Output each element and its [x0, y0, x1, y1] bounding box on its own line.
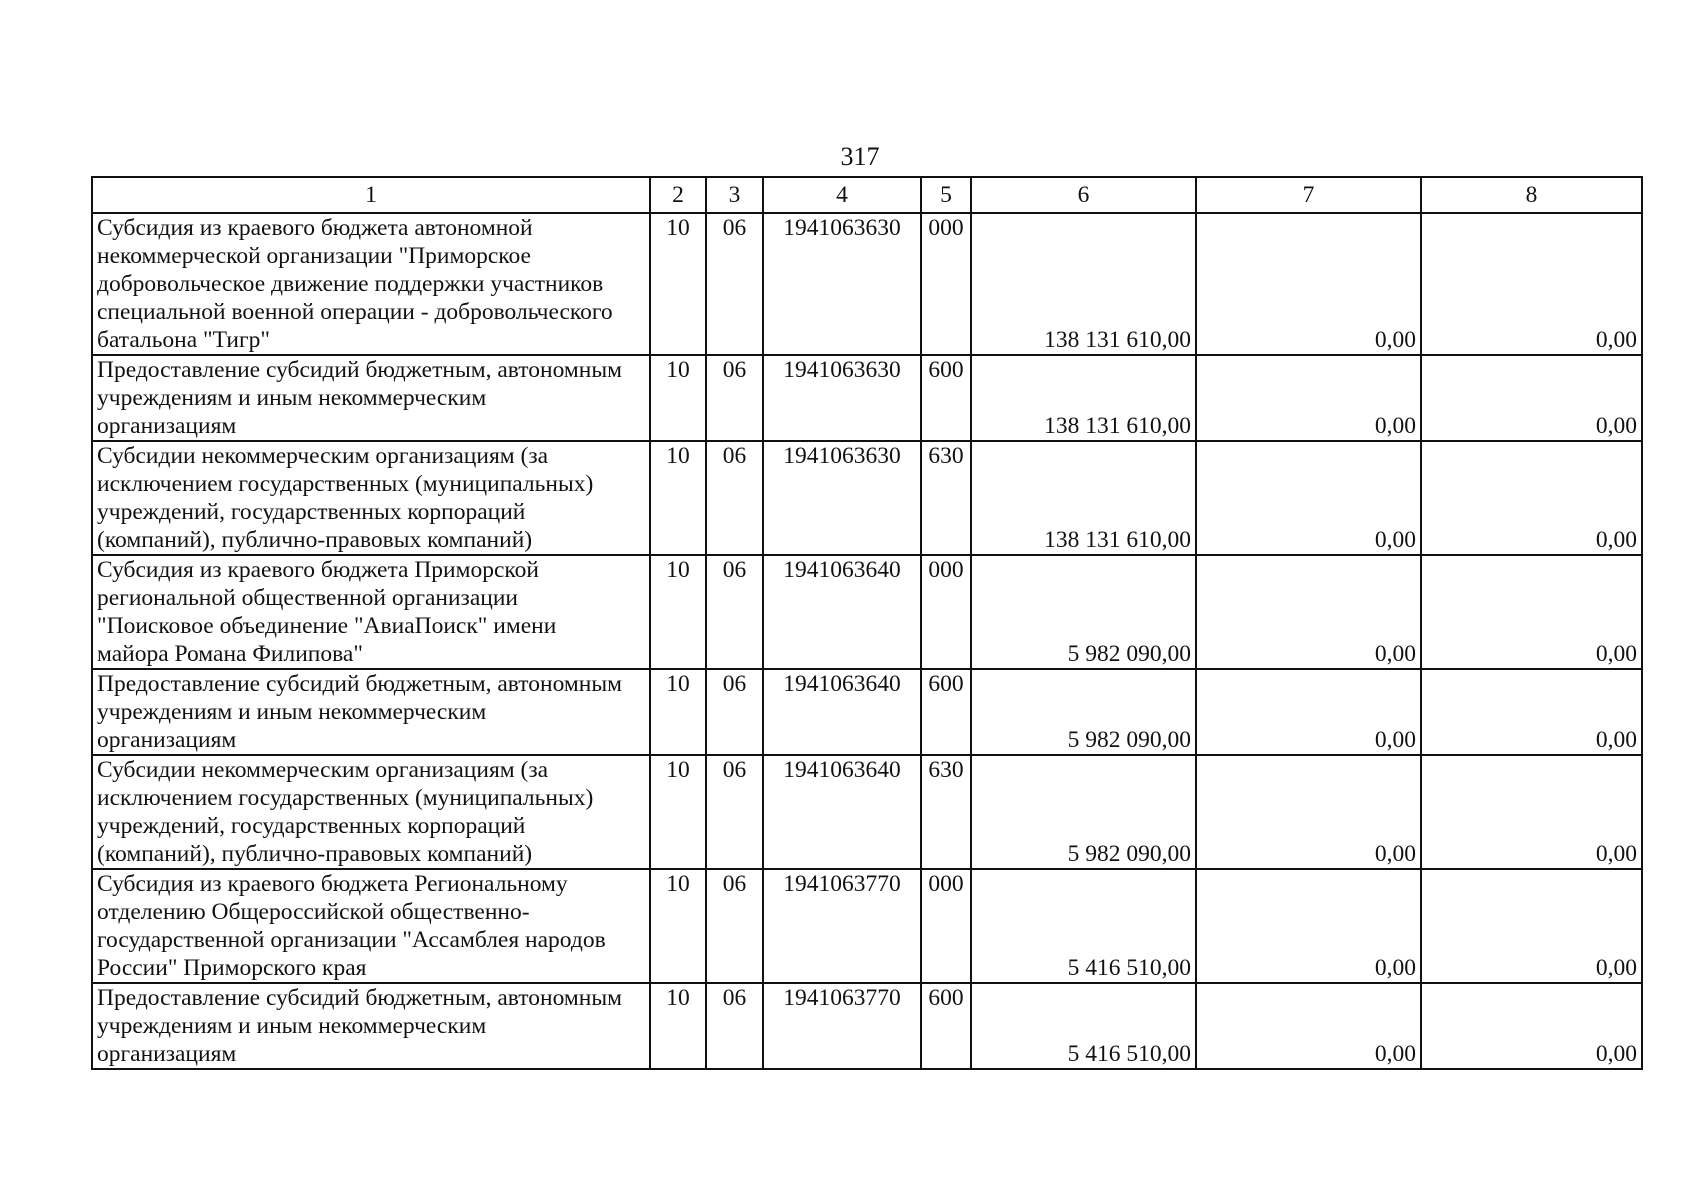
- header-cell: 4: [763, 177, 921, 213]
- table-row: [92, 355, 1642, 441]
- amount-col8-cell: 0,00: [1421, 983, 1642, 1069]
- amount-col7-cell: 0,00: [1196, 555, 1421, 669]
- header-cell: 1: [92, 177, 650, 213]
- expense-type-cell: 000: [921, 555, 971, 669]
- expense-type-cell: 630: [921, 441, 971, 555]
- item-name-line: учреждений, государственных корпораций: [97, 813, 526, 839]
- item-name-line: Предоставление субсидий бюджетным, автономным: [97, 985, 622, 1011]
- item-name-line: отделению Общероссийской общественно-: [97, 899, 530, 925]
- amount-col7-cell: 0,00: [1196, 869, 1421, 983]
- table-body: [92, 213, 1642, 1069]
- section-code-cell: 10: [650, 355, 706, 441]
- item-name-cell: [92, 755, 650, 869]
- expense-type-cell: 630: [921, 755, 971, 869]
- target-article-cell: 1941063640: [763, 555, 921, 669]
- item-name-cell: [92, 355, 650, 441]
- item-name-line: батальона "Тигр": [97, 327, 270, 353]
- amount-col8-cell: 0,00: [1421, 213, 1642, 355]
- section-code-cell: 10: [650, 213, 706, 355]
- amount-col8-cell: 0,00: [1421, 755, 1642, 869]
- amount-col7-cell: 0,00: [1196, 213, 1421, 355]
- amount-col8-cell: 0,00: [1421, 441, 1642, 555]
- amount-col6-cell: 5 416 510,00: [971, 983, 1196, 1069]
- item-name-line: организациям: [97, 727, 237, 753]
- amount-col6-cell: 5 982 090,00: [971, 755, 1196, 869]
- amount-col7-cell: 0,00: [1196, 355, 1421, 441]
- header-cell: 6: [971, 177, 1196, 213]
- item-name-line: добровольческое движение поддержки участников: [97, 271, 604, 297]
- amount-col6-cell: 138 131 610,00: [971, 441, 1196, 555]
- item-name-line: исключением государственных (муниципальных): [97, 471, 594, 497]
- header-cell: 3: [706, 177, 763, 213]
- item-name-line: учреждений, государственных корпораций: [97, 499, 526, 525]
- item-name-cell: [92, 441, 650, 555]
- amount-col7-cell: 0,00: [1196, 983, 1421, 1069]
- amount-col6-cell: 5 982 090,00: [971, 669, 1196, 755]
- section-code-cell: 10: [650, 441, 706, 555]
- section-code-cell: 10: [650, 983, 706, 1069]
- table-row: [92, 441, 1642, 555]
- expense-type-cell: 600: [921, 355, 971, 441]
- item-name-line: России" Приморского края: [97, 955, 367, 981]
- item-name-line: Субсидия из краевого бюджета автономной: [97, 215, 533, 241]
- subsection-code-cell: 06: [706, 213, 763, 355]
- target-article-cell: 1941063770: [763, 869, 921, 983]
- item-name-line: региональной общественной организации: [97, 585, 519, 611]
- amount-col8-cell: 0,00: [1421, 869, 1642, 983]
- item-name-line: учреждениям и иным некоммерческим: [97, 699, 487, 725]
- item-name-line: майора Романа Филипова": [97, 641, 363, 667]
- amount-col7-cell: 0,00: [1196, 669, 1421, 755]
- amount-col7-cell: 0,00: [1196, 441, 1421, 555]
- subsection-code-cell: 06: [706, 869, 763, 983]
- target-article-cell: 1941063640: [763, 669, 921, 755]
- item-name-line: Предоставление субсидий бюджетным, автономным: [97, 671, 622, 697]
- budget-table: [91, 176, 1643, 1070]
- item-name-line: некоммерческой организации "Приморское: [97, 243, 531, 269]
- header-cell: 7: [1196, 177, 1421, 213]
- item-name-cell: [92, 555, 650, 669]
- amount-col6-cell: 5 982 090,00: [971, 555, 1196, 669]
- item-name-cell: [92, 869, 650, 983]
- item-name-line: Предоставление субсидий бюджетным, автономным: [97, 357, 622, 383]
- section-code-cell: 10: [650, 869, 706, 983]
- header-cell: 5: [921, 177, 971, 213]
- section-code-cell: 10: [650, 669, 706, 755]
- amount-col8-cell: 0,00: [1421, 355, 1642, 441]
- item-name-line: "Поисковое объединение "АвиаПоиск" имени: [97, 613, 557, 639]
- target-article-cell: 1941063630: [763, 213, 921, 355]
- table-row: [92, 555, 1642, 669]
- item-name-line: учреждениям и иным некоммерческим: [97, 1013, 487, 1039]
- target-article-cell: 1941063630: [763, 355, 921, 441]
- expense-type-cell: 000: [921, 869, 971, 983]
- item-name-line: Субсидия из краевого бюджета Приморской: [97, 557, 539, 583]
- target-article-cell: 1941063770: [763, 983, 921, 1069]
- table-row: [92, 213, 1642, 355]
- section-code-cell: 10: [650, 755, 706, 869]
- target-article-cell: 1941063630: [763, 441, 921, 555]
- target-article-cell: 1941063640: [763, 755, 921, 869]
- item-name-line: учреждениям и иным некоммерческим: [97, 385, 487, 411]
- page-number: 317: [840, 142, 880, 171]
- item-name-line: организациям: [97, 413, 237, 439]
- item-name-line: Субсидии некоммерческим организациям (за: [97, 757, 549, 783]
- subsection-code-cell: 06: [706, 555, 763, 669]
- item-name-line: Субсидии некоммерческим организациям (за: [97, 443, 549, 469]
- subsection-code-cell: 06: [706, 669, 763, 755]
- table-row: [92, 983, 1642, 1069]
- item-name-line: специальной военной операции - добровольческого: [97, 299, 613, 325]
- expense-type-cell: 000: [921, 213, 971, 355]
- item-name-line: организациям: [97, 1041, 237, 1067]
- section-code-cell: 10: [650, 555, 706, 669]
- expense-type-cell: 600: [921, 669, 971, 755]
- item-name-cell: [92, 669, 650, 755]
- amount-col6-cell: 138 131 610,00: [971, 213, 1196, 355]
- subsection-code-cell: 06: [706, 983, 763, 1069]
- header-cell: 8: [1421, 177, 1642, 213]
- table-row: [92, 669, 1642, 755]
- amount-col8-cell: 0,00: [1421, 555, 1642, 669]
- item-name-line: Субсидия из краевого бюджета Региональному: [97, 871, 568, 897]
- expense-type-cell: 600: [921, 983, 971, 1069]
- subsection-code-cell: 06: [706, 441, 763, 555]
- table-row: [92, 755, 1642, 869]
- table-row: [92, 869, 1642, 983]
- amount-col7-cell: 0,00: [1196, 755, 1421, 869]
- item-name-cell: [92, 983, 650, 1069]
- item-name-line: (компаний), публично-правовых компаний): [97, 527, 533, 553]
- table-header-row: [92, 177, 1642, 213]
- amount-col6-cell: 138 131 610,00: [971, 355, 1196, 441]
- item-name-line: государственной организации "Ассамблея народов: [97, 927, 606, 953]
- subsection-code-cell: 06: [706, 755, 763, 869]
- amount-col6-cell: 5 416 510,00: [971, 869, 1196, 983]
- subsection-code-cell: 06: [706, 355, 763, 441]
- amount-col8-cell: 0,00: [1421, 669, 1642, 755]
- item-name-line: (компаний), публично-правовых компаний): [97, 841, 533, 867]
- item-name-cell: [92, 213, 650, 355]
- item-name-line: исключением государственных (муниципальных): [97, 785, 594, 811]
- header-cell: 2: [650, 177, 706, 213]
